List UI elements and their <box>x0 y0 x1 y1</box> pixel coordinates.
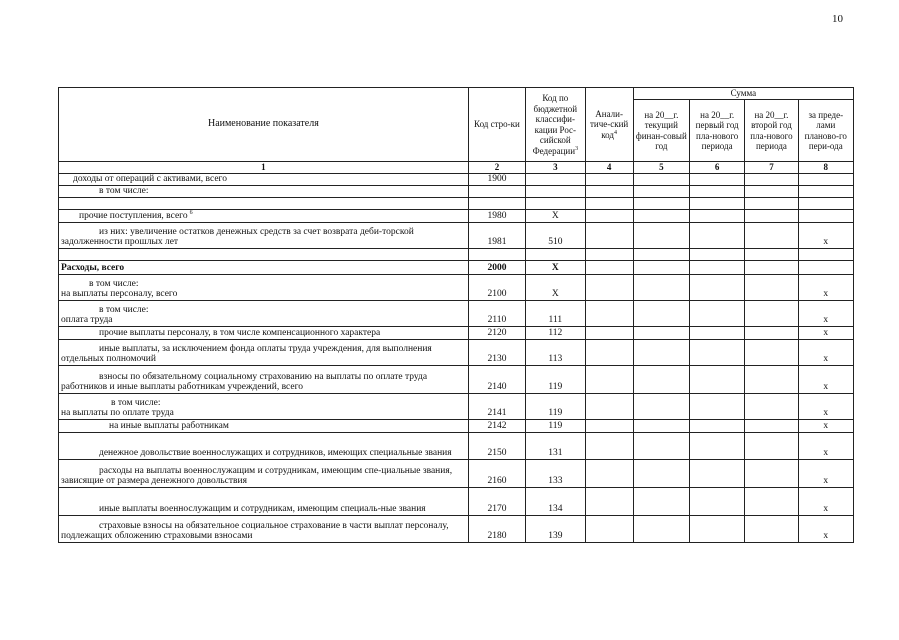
column-number: 2 <box>468 162 525 174</box>
row-name <box>59 185 469 197</box>
row-analytic-code <box>585 393 633 419</box>
row-sum-beyond: х <box>798 487 853 515</box>
header-budget-code: Код по бюджетной классифи-кации Рос-сийской Федерации$^3$ <box>526 88 585 162</box>
row-budget-code: 510 <box>526 222 585 248</box>
row-line-code <box>468 248 525 260</box>
table-row <box>59 185 854 197</box>
column-number: 4 <box>585 162 633 174</box>
row-line-code: 2130 <box>468 339 525 365</box>
row-label: доходы от операций с активами, всего <box>73 174 227 184</box>
row-subheading: в том числе: <box>89 278 139 289</box>
row-sum-current <box>633 222 689 248</box>
row-sum-beyond <box>798 209 853 222</box>
row-sum-beyond: х <box>798 274 853 300</box>
row-sum-first <box>690 248 745 260</box>
row-budget-code: 119 <box>526 419 585 432</box>
row-budget-code <box>526 197 585 209</box>
row-analytic-code <box>585 173 633 185</box>
row-sum-current <box>633 339 689 365</box>
row-sum-second <box>745 222 798 248</box>
table-row <box>59 487 854 515</box>
row-name <box>59 432 469 459</box>
table-row <box>59 274 854 300</box>
row-line-code: 2000 <box>468 260 525 274</box>
row-name <box>59 393 469 419</box>
row-label: прочие поступления, всего <box>79 211 188 221</box>
row-sum-current <box>633 274 689 300</box>
row-sum-beyond <box>798 260 853 274</box>
row-line-code: 1981 <box>468 222 525 248</box>
table-body <box>59 173 854 542</box>
row-name <box>59 222 469 248</box>
row-sum-first <box>690 432 745 459</box>
row-name <box>59 173 469 185</box>
header-line-code: Код стро-ки <box>468 88 525 162</box>
row-analytic-code <box>585 326 633 339</box>
financial-plan-table <box>58 87 854 543</box>
row-name <box>59 248 469 260</box>
row-sum-current <box>633 248 689 260</box>
row-line-code: 2160 <box>468 459 525 487</box>
table-row <box>59 260 854 274</box>
row-sum-first <box>690 419 745 432</box>
row-sum-beyond: х <box>798 515 853 542</box>
column-number: 7 <box>745 162 798 174</box>
row-name <box>59 209 469 222</box>
row-budget-code: 119 <box>526 393 585 419</box>
row-sum-first <box>690 274 745 300</box>
row-sum-current <box>633 365 689 393</box>
row-label: в том числе: <box>99 186 149 196</box>
row-sum-second <box>745 487 798 515</box>
row-sum-first <box>690 222 745 248</box>
row-sum-first <box>690 326 745 339</box>
row-sum-beyond <box>798 185 853 197</box>
row-sum-current <box>633 185 689 197</box>
row-analytic-code <box>585 515 633 542</box>
table-row <box>59 326 854 339</box>
column-number: 8 <box>798 162 853 174</box>
header-sum: Сумма <box>633 88 853 100</box>
row-sum-beyond: х <box>798 300 853 326</box>
table-row <box>59 300 854 326</box>
row-sum-current <box>633 173 689 185</box>
row-sum-second <box>745 173 798 185</box>
row-sum-first <box>690 260 745 274</box>
table-row <box>59 419 854 432</box>
row-sum-first <box>690 515 745 542</box>
table-row <box>59 459 854 487</box>
row-label: на иные выплаты работникам <box>109 421 229 431</box>
row-budget-code <box>526 185 585 197</box>
row-sum-current <box>633 260 689 274</box>
row-analytic-code <box>585 222 633 248</box>
row-sum-second <box>745 274 798 300</box>
row-sum-second <box>745 326 798 339</box>
row-budget-code: 139 <box>526 515 585 542</box>
row-name <box>59 419 469 432</box>
row-sum-first <box>690 365 745 393</box>
row-sum-current <box>633 515 689 542</box>
row-sum-beyond <box>798 248 853 260</box>
row-subheading: в том числе: <box>111 397 161 408</box>
row-budget-code <box>526 173 585 185</box>
row-analytic-code <box>585 487 633 515</box>
row-line-code <box>468 197 525 209</box>
row-subheading: в том числе: <box>99 304 149 315</box>
row-label: взносы по обязательному социальному страхованию на выплаты по оплате труда работников и иные выплаты работникам учреждений, всего <box>61 371 428 392</box>
row-sum-beyond: х <box>798 222 853 248</box>
row-label: на выплаты по оплате труда <box>61 408 174 418</box>
row-name <box>59 365 469 393</box>
row-sum-first <box>690 393 745 419</box>
row-analytic-code <box>585 274 633 300</box>
row-label: оплата труда <box>61 315 113 325</box>
row-sum-second <box>745 459 798 487</box>
row-analytic-code <box>585 197 633 209</box>
row-sum-first <box>690 487 745 515</box>
row-name <box>59 515 469 542</box>
row-sum-first <box>690 209 745 222</box>
page-number: 10 <box>832 13 843 25</box>
row-sum-beyond: х <box>798 339 853 365</box>
row-analytic-code <box>585 432 633 459</box>
row-analytic-code <box>585 300 633 326</box>
row-budget-code: Х <box>526 209 585 222</box>
footnote-marker: 6 <box>189 209 193 216</box>
row-sum-second <box>745 300 798 326</box>
row-name <box>59 197 469 209</box>
row-sum-current <box>633 419 689 432</box>
row-sum-second <box>745 185 798 197</box>
row-sum-second <box>745 339 798 365</box>
column-number: 3 <box>526 162 585 174</box>
row-label: страховые взносы на обязательное социальное страхование в части выплат персоналу, подлежащих обложению страховыми взносами <box>61 520 449 541</box>
row-budget-code: 133 <box>526 459 585 487</box>
row-budget-code: 111 <box>526 300 585 326</box>
table-row <box>59 432 854 459</box>
header-col6: на 20__г. первый год пла-нового периода <box>690 100 745 162</box>
header-col5: на 20__г. текущий финан-совый год <box>633 100 689 162</box>
row-analytic-code <box>585 365 633 393</box>
row-sum-first <box>690 339 745 365</box>
row-label: из них: увеличение остатков денежных средств за счет возврата деби-торской задолженности прошлых лет <box>61 226 414 247</box>
table-row <box>59 248 854 260</box>
row-sum-beyond: х <box>798 419 853 432</box>
row-budget-code: Х <box>526 260 585 274</box>
row-sum-first <box>690 173 745 185</box>
table-row <box>59 515 854 542</box>
row-line-code: 2140 <box>468 365 525 393</box>
row-sum-second <box>745 209 798 222</box>
row-budget-code: 119 <box>526 365 585 393</box>
row-sum-current <box>633 197 689 209</box>
table-row <box>59 339 854 365</box>
row-sum-current <box>633 432 689 459</box>
table-row <box>59 393 854 419</box>
row-line-code: 2170 <box>468 487 525 515</box>
row-name <box>59 274 469 300</box>
row-sum-second <box>745 432 798 459</box>
row-budget-code: 134 <box>526 487 585 515</box>
header-name: Наименование показателя <box>59 88 469 162</box>
row-line-code: 1900 <box>468 173 525 185</box>
table-row <box>59 222 854 248</box>
row-budget-code: 112 <box>526 326 585 339</box>
row-sum-second <box>745 419 798 432</box>
row-sum-current <box>633 300 689 326</box>
row-sum-beyond: х <box>798 432 853 459</box>
row-label: расходы на выплаты военнослужащим и сотрудникам, имеющим спе-циальные звания, зависящие от размера денежного довольствия <box>61 465 453 486</box>
row-line-code: 2100 <box>468 274 525 300</box>
row-line-code: 2120 <box>468 326 525 339</box>
row-sum-beyond <box>798 197 853 209</box>
row-sum-current <box>633 326 689 339</box>
row-sum-current <box>633 487 689 515</box>
row-sum-first <box>690 197 745 209</box>
header-col8: за преде-лами планово-го пери-ода <box>798 100 853 162</box>
table-row <box>59 209 854 222</box>
row-sum-beyond <box>798 173 853 185</box>
row-sum-second <box>745 365 798 393</box>
header-analytic-code: Анали-тиче-ский код$^4$ <box>585 88 633 162</box>
row-line-code: 2110 <box>468 300 525 326</box>
row-line-code: 1980 <box>468 209 525 222</box>
table-row <box>59 173 854 185</box>
row-line-code: 2142 <box>468 419 525 432</box>
row-analytic-code <box>585 419 633 432</box>
row-label: на выплаты персоналу, всего <box>61 289 178 299</box>
row-label: денежное довольствие военнослужащих и сотрудников, имеющих специальные звания <box>99 448 452 458</box>
table-row <box>59 365 854 393</box>
row-label: Расходы, всего <box>61 263 125 273</box>
row-name <box>59 326 469 339</box>
column-number: 5 <box>633 162 689 174</box>
row-sum-beyond: х <box>798 459 853 487</box>
row-sum-first <box>690 300 745 326</box>
column-number: 6 <box>690 162 745 174</box>
row-line-code: 2150 <box>468 432 525 459</box>
row-name <box>59 339 469 365</box>
row-line-code: 2180 <box>468 515 525 542</box>
row-name <box>59 300 469 326</box>
column-numbers-row <box>59 162 854 174</box>
row-sum-current <box>633 209 689 222</box>
row-budget-code: Х <box>526 274 585 300</box>
row-sum-beyond: х <box>798 365 853 393</box>
row-sum-beyond: х <box>798 326 853 339</box>
row-sum-second <box>745 197 798 209</box>
row-sum-second <box>745 393 798 419</box>
header-col7: на 20__г. второй год пла-нового периода <box>745 100 798 162</box>
row-budget-code: 131 <box>526 432 585 459</box>
row-analytic-code <box>585 185 633 197</box>
row-analytic-code <box>585 339 633 365</box>
row-sum-current <box>633 459 689 487</box>
column-number: 1 <box>59 162 469 174</box>
row-name <box>59 459 469 487</box>
row-line-code: 2141 <box>468 393 525 419</box>
row-name <box>59 487 469 515</box>
row-sum-current <box>633 393 689 419</box>
row-sum-first <box>690 459 745 487</box>
row-analytic-code <box>585 459 633 487</box>
row-label: иные выплаты, за исключением фонда оплаты труда учреждения, для выполнения отдельных полномочий <box>61 343 432 364</box>
row-budget-code <box>526 248 585 260</box>
row-label: прочие выплаты персоналу, в том числе компенсационного характера <box>99 328 381 338</box>
row-analytic-code <box>585 260 633 274</box>
row-analytic-code <box>585 209 633 222</box>
table-row <box>59 197 854 209</box>
row-name <box>59 260 469 274</box>
row-analytic-code <box>585 248 633 260</box>
row-sum-first <box>690 185 745 197</box>
row-label: иные выплаты военнослужащим и сотрудникам, имеющим специаль-ные звания <box>99 504 426 514</box>
row-sum-second <box>745 515 798 542</box>
row-sum-second <box>745 248 798 260</box>
row-sum-second <box>745 260 798 274</box>
row-line-code <box>468 185 525 197</box>
row-budget-code: 113 <box>526 339 585 365</box>
row-sum-beyond: х <box>798 393 853 419</box>
